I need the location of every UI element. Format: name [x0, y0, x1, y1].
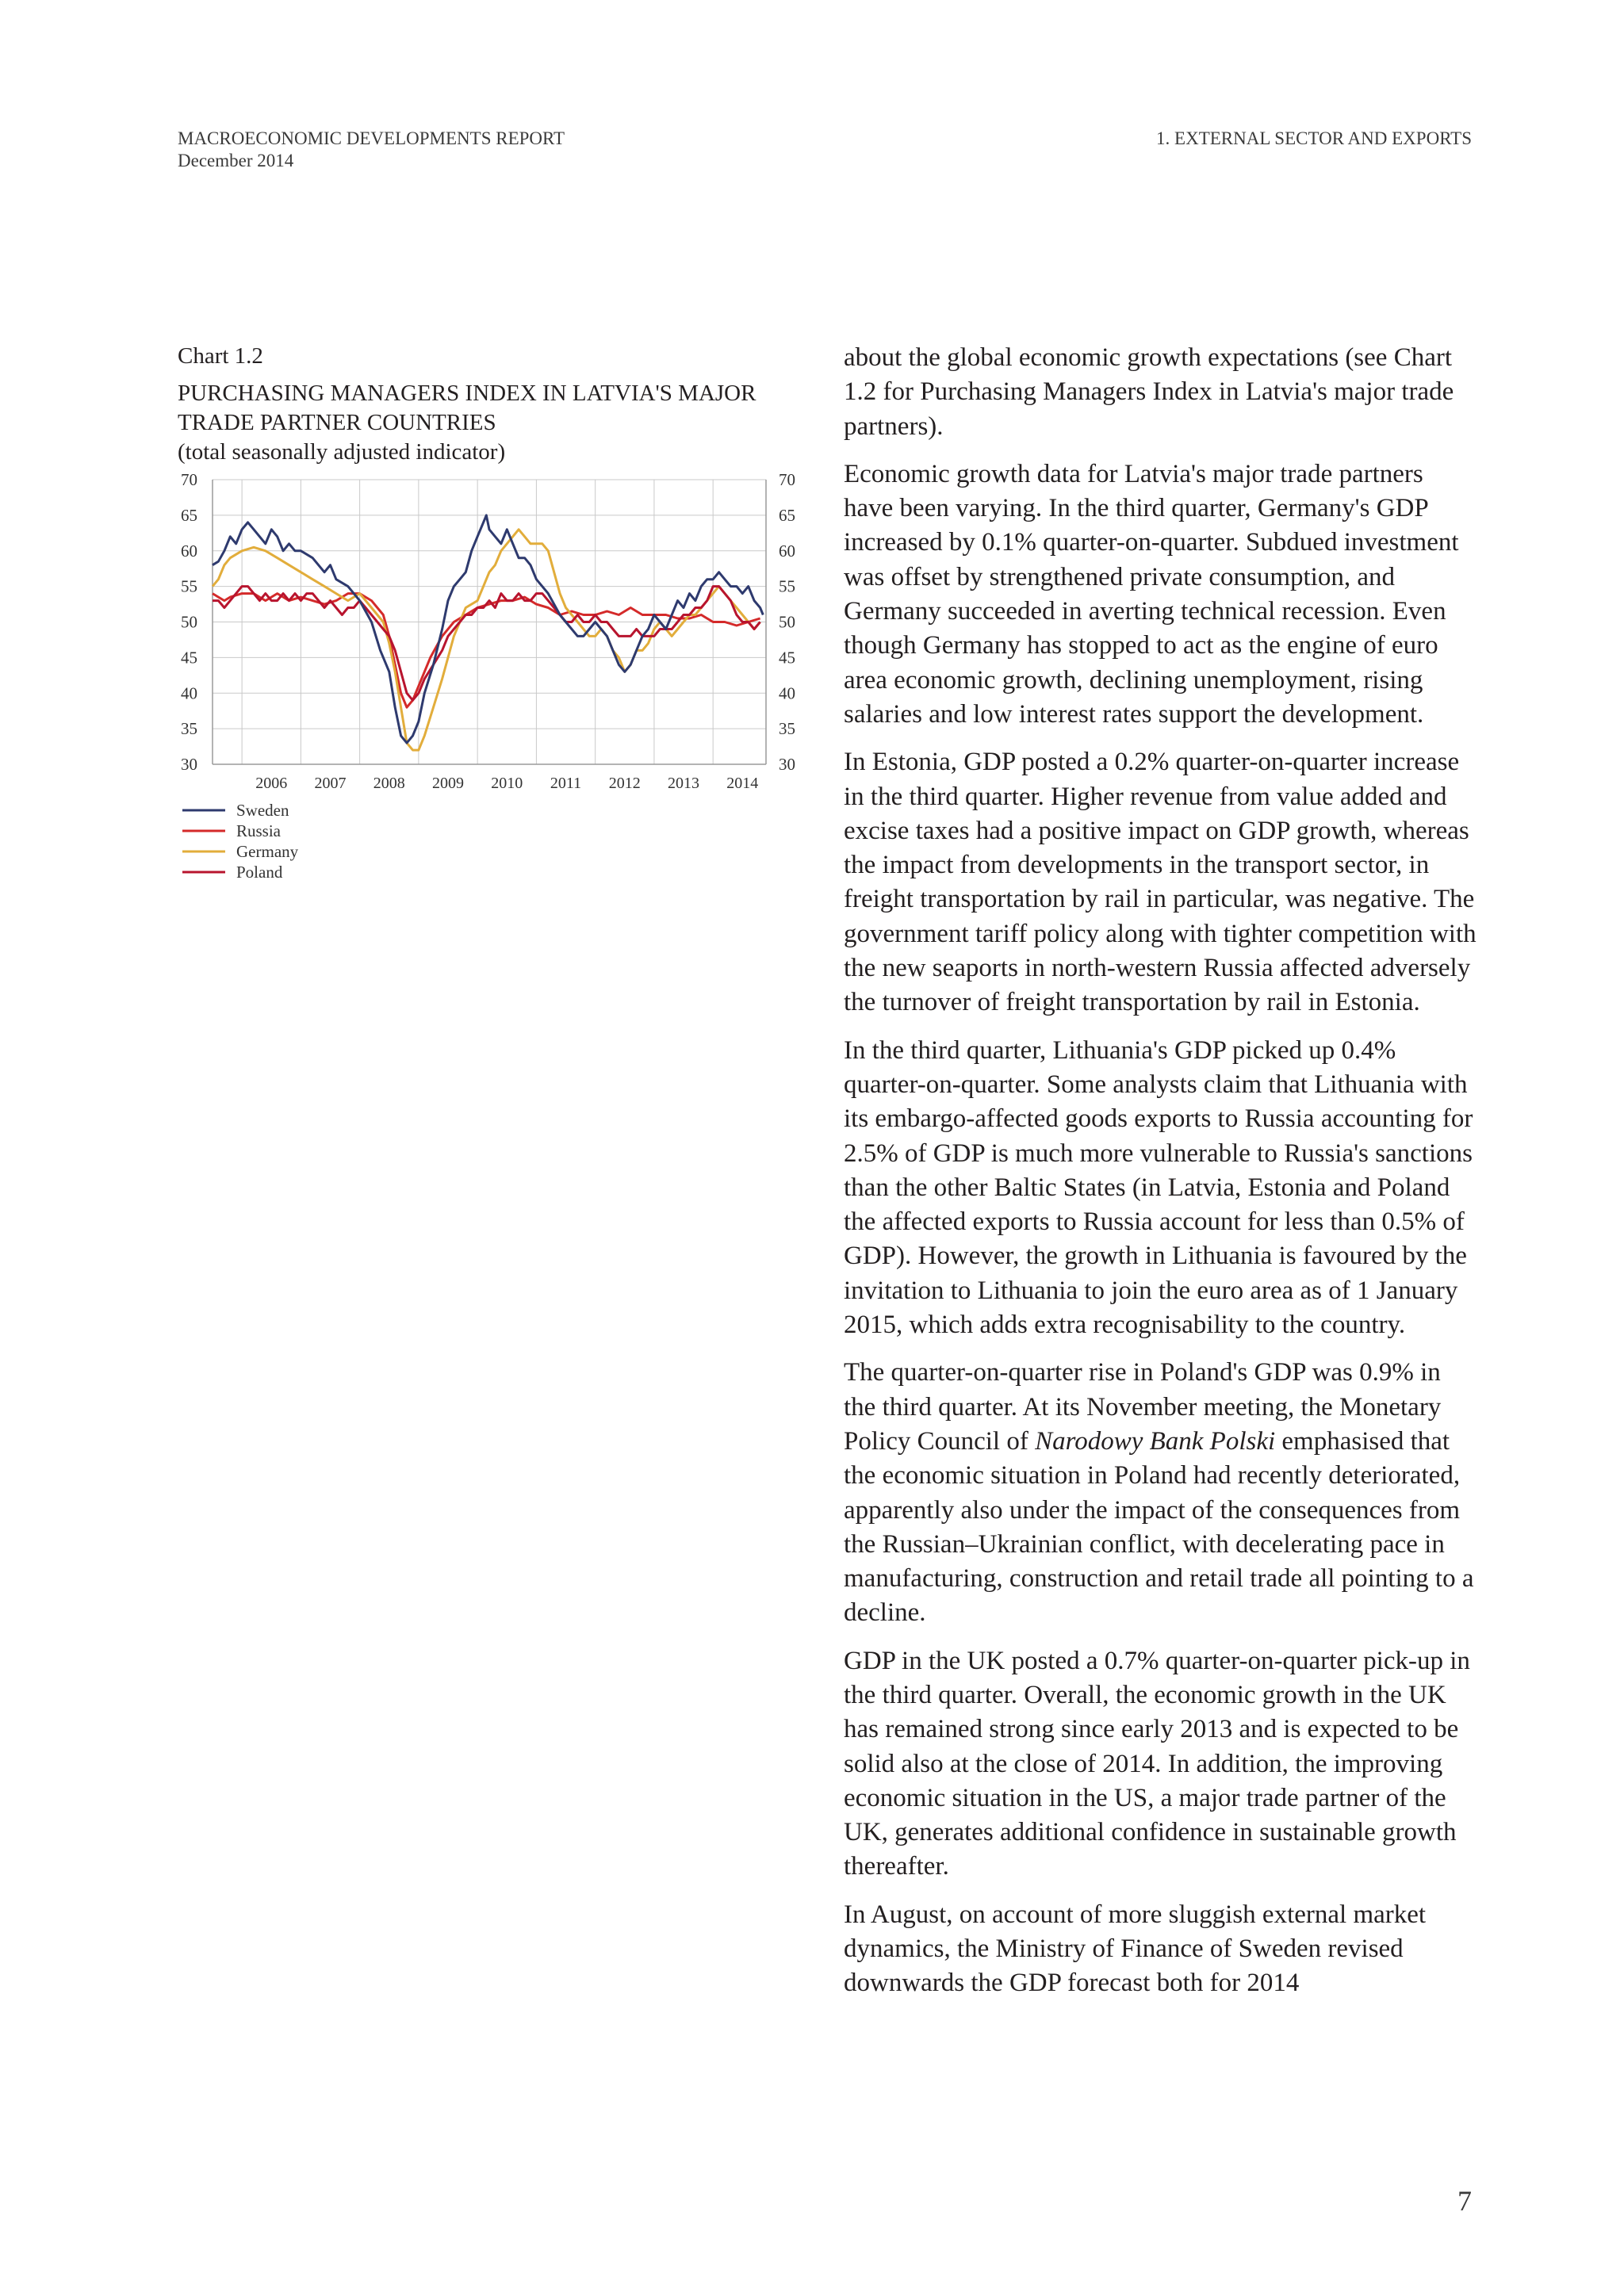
x-tick-label: 2009 — [432, 775, 465, 792]
report-date: December 2014 — [178, 151, 294, 170]
series-line-germany — [213, 530, 760, 750]
y-tick-label-right: 35 — [779, 719, 795, 739]
legend-label-sweden: Sweden — [236, 801, 289, 820]
chart-subtitle: (total seasonally adjusted indicator) — [178, 439, 506, 465]
y-tick-label-left: 35 — [181, 719, 197, 739]
paragraph-5-start: The quarter-on-quarter rise in Poland's GDP was 0.9% in the third quarter. At its November meeting, the Monetary Policy Council of — [844, 1358, 1442, 1456]
y-tick-label-left: 30 — [181, 755, 197, 774]
y-tick-label-left: 65 — [181, 505, 197, 525]
y-tick-label-right: 70 — [779, 470, 795, 489]
y-tick-label-left: 45 — [181, 648, 197, 668]
x-tick-label: 2012 — [608, 775, 641, 792]
pmi-line-chart — [178, 468, 828, 896]
section-title: 1. EXTERNAL SECTOR AND EXPORTS — [1156, 128, 1472, 148]
y-tick-label-right: 40 — [779, 683, 795, 703]
paragraph-6: GDP in the UK posted a 0.7% quarter-on-quarter pick-up in the third quarter. Overall, the economic growth in the UK has remained strong since early 2013 and is expected to be solid also at the close of 2014. In addition, the improving economic situation in the US, a major trade partner of the UK, generates additional confidence in sustainable growth thereafter. — [844, 1646, 1470, 1881]
y-tick-label-right: 60 — [779, 541, 795, 561]
series-line-russia — [213, 594, 760, 708]
paragraph-5-end: emphasised that the economic situation in Poland had recently deteriorated, apparently also under the impact of the consequences from the Russian–Ukrainian conflict, with decelerating pace in manufacturing, construction and retail trade all pointing to a decline. — [844, 1426, 1474, 1628]
series-line-sweden — [213, 515, 763, 743]
running-header-left — [178, 128, 565, 172]
x-tick-label: 2010 — [491, 775, 523, 792]
paragraph-2: Economic growth data for Latvia's major trade partners have been varying. In the third quarter, Germany's GDP increased by 0.1% quarter-on-quarter. Subdued investment was offset by strengthened private consumption, and Germany succeeded in averting technical recession. Even though Germany has stopped to act as the engine of euro area economic growth, declining unemployment, rising salaries and low interest rates support the development. — [844, 459, 1459, 729]
legend-label-poland: Poland — [236, 863, 283, 882]
bank-name: Narodowy Bank Polski — [1035, 1426, 1276, 1456]
chart-title-line-2: TRADE PARTNER COUNTRIES — [178, 410, 496, 435]
x-tick-label: 2011 — [550, 775, 582, 792]
y-tick-label-left: 55 — [181, 576, 197, 596]
y-tick-label-right: 65 — [779, 505, 795, 525]
y-tick-label-right: 45 — [779, 648, 795, 668]
x-tick-label: 2013 — [668, 775, 700, 792]
chart-number: Chart 1.2 — [178, 343, 263, 369]
x-tick-label: 2014 — [726, 775, 759, 792]
y-tick-label-left: 60 — [181, 541, 197, 561]
chart-title-line-1: PURCHASING MANAGERS INDEX IN LATVIA'S MAJOR — [178, 381, 756, 406]
y-tick-label-left: 50 — [181, 612, 197, 632]
paragraph-1: about the global economic growth expectations (see Chart 1.2 for Purchasing Managers Index in Latvia's major trade partners). — [844, 343, 1454, 441]
paragraph-7: In August, on account of more sluggish external market dynamics, the Ministry of Finance of Sweden revised downwards the GDP forecast both for 2014 — [844, 1900, 1427, 1998]
x-tick-label: 2007 — [314, 775, 347, 792]
legend-label-russia: Russia — [236, 821, 282, 840]
y-tick-label-left: 70 — [181, 470, 197, 489]
body-text-column — [844, 341, 1478, 2015]
y-tick-label-right: 30 — [779, 755, 795, 774]
chart-caption — [178, 342, 812, 467]
paragraph-3: In Estonia, GDP posted a 0.2% quarter-on-quarter increase in the third quarter. Higher revenue from value added and excise taxes had a positive impact on GDP growth, whereas the impact from developments in the transport sector, in freight transportation by rail in particular, was negative. The government tariff policy along with tighter competition with the new seaports in north-western Russia affected adversely the turnover of freight transportation by rail in Estonia. — [844, 748, 1477, 1017]
y-tick-label-right: 55 — [779, 576, 795, 596]
report-title: MACROECONOMIC DEVELOPMENTS REPORT — [178, 128, 565, 148]
legend-label-germany: Germany — [236, 842, 299, 861]
y-tick-label-right: 50 — [779, 612, 795, 632]
page-number: 7 — [1457, 2185, 1472, 2217]
paragraph-5 — [844, 1356, 1478, 1630]
paragraph-4: In the third quarter, Lithuania's GDP picked up 0.4% quarter-on-quarter. Some analysts claim that Lithuania with its embargo-affected goods exports to Russia accounting for 2.5% of GDP is much more vulnerable to Russia's sanctions than the other Baltic States (in Latvia, Estonia and Poland the affected exports to Russia account for less than 0.5% of GDP). However, the growth in Lithuania is favoured by the invitation to Lithuania to join the euro area as of 1 January 2015, which adds extra recognisability to the country. — [844, 1035, 1473, 1340]
y-tick-label-left: 40 — [181, 683, 197, 703]
series-line-poland — [213, 587, 760, 701]
x-tick-label: 2006 — [255, 775, 288, 792]
x-tick-label: 2008 — [373, 775, 405, 792]
